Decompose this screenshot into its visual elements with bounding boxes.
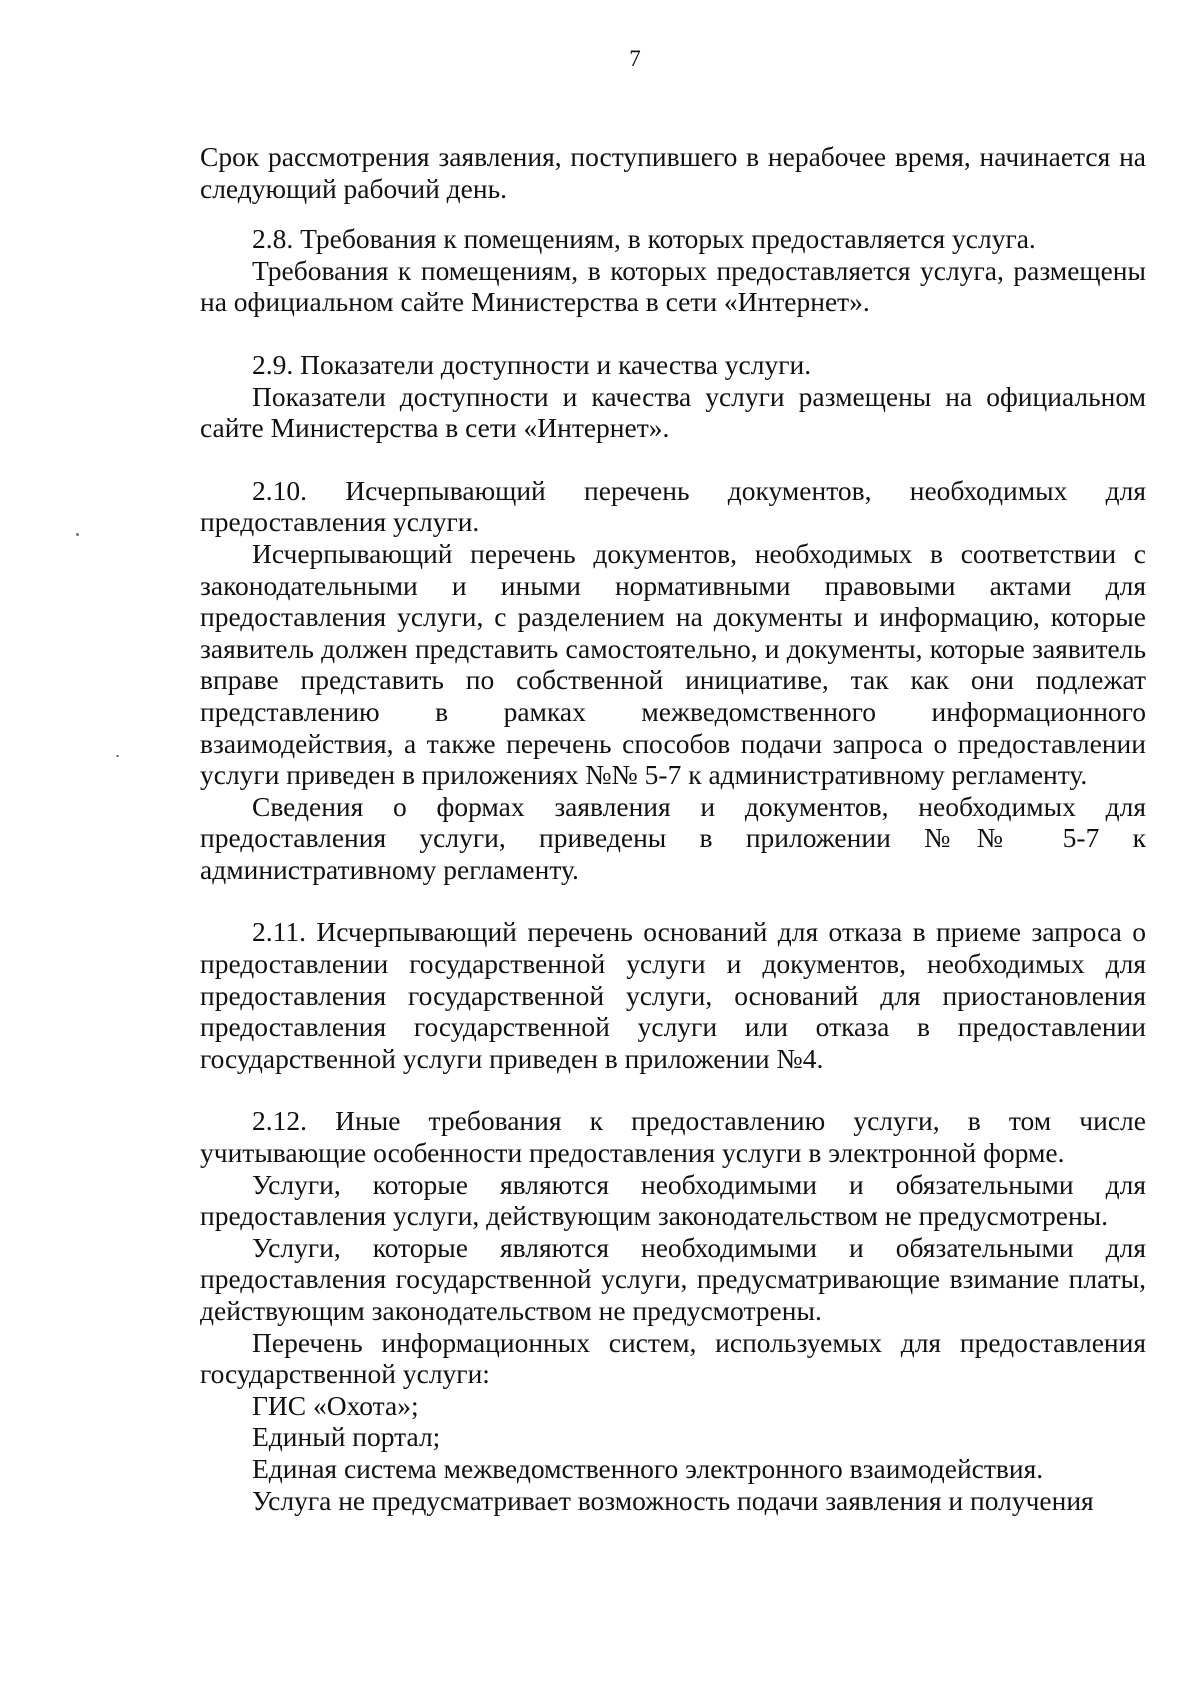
paragraph: Исчерпывающий перечень документов, необходимых в соответствии с законодательными и иными нормативными правовыми актами для предоставления услуги, с разделением на документы и информацию, которые заявитель должен представить самостоятельно, и документы, которые заявитель вправе представить по собственной инициативе, так как они подлежат представлению в рамках межведомственного информационного взаимодействия, а также перечень способов подачи запроса о предоставлении услуги приведен в приложениях №№ 5-7 к административному регламенту. bbox=[200, 537, 1146, 791]
list-item: ГИС «Охота»; bbox=[252, 1389, 419, 1421]
paragraph: Услуги, которые являются необходимыми и обязательными для предоставления государственной услуги, предусматривающие взимание платы, действующим законодательством не предусмотрены. bbox=[200, 1231, 1146, 1326]
document-body bbox=[200, 141, 1146, 1516]
paragraph: Услуга не предусматривает возможность подачи заявления и получения bbox=[252, 1484, 1094, 1516]
list-item: Единый портал; bbox=[252, 1421, 441, 1453]
list-item: Единая система межведомственного электронного взаимодействия. bbox=[252, 1452, 1044, 1484]
scan-speck bbox=[76, 533, 79, 536]
paragraph: Срок рассмотрения заявления, поступившего в нерабочее время, начинается на следующий рабочий день. bbox=[200, 141, 1146, 204]
section-heading-2-11: 2.11. Исчерпывающий перечень оснований для отказа в приеме запроса о предоставлении государственной услуги и документов, необходимых для предоставления государственной услуги, оснований для приостановления предоставления государственной услуги или отказа в предоставлении государственной услуги приведен в приложении №4. bbox=[200, 916, 1146, 1074]
paragraph: Перечень информационных систем, используемых для предоставления государственной услуги: bbox=[200, 1326, 1146, 1390]
paragraph: Услуги, которые являются необходимыми и обязательными для предоставления услуги, действующим законодательством не предусмотрены. bbox=[200, 1168, 1146, 1232]
page-number: 7 bbox=[629, 46, 641, 71]
paragraph: Показатели доступности и качества услуги размещены на официальном сайте Министерства в сети «Интернет». bbox=[200, 380, 1146, 444]
paragraph: Требования к помещениям, в которых предоставляется услуга, размещены на официальном сайте Министерства в сети «Интернет». bbox=[200, 254, 1146, 318]
section-heading-2-8: 2.8. Требования к помещениям, в которых предоставляется услуга. bbox=[252, 223, 1036, 255]
paragraph: Сведения о формах заявления и документов, необходимых для предоставления услуги, приведены в приложении №№ 5-7 к административному регламенту. bbox=[200, 790, 1146, 885]
section-heading-2-12: 2.12. Иные требования к предоставлению услуги, в том числе учитывающие особенности предоставления услуги в электронной форме. bbox=[200, 1105, 1146, 1169]
section-heading-2-9: 2.9. Показатели доступности и качества услуги. bbox=[252, 348, 812, 380]
scan-speck bbox=[116, 755, 119, 757]
section-heading-2-10: 2.10. Исчерпывающий перечень документов, необходимых для предоставления услуги. bbox=[200, 474, 1146, 538]
